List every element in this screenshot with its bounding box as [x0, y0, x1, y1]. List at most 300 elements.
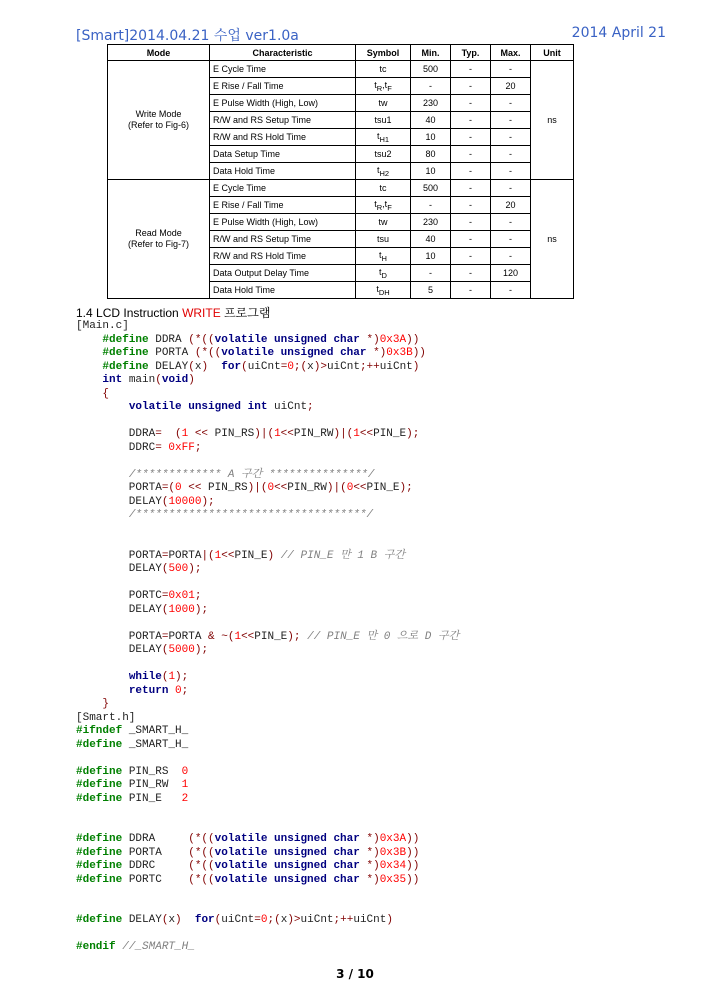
code-line [76, 644, 459, 658]
code-token: (*(( [194, 347, 222, 359]
code-token: #define [102, 347, 149, 359]
code-token: *) [359, 333, 380, 346]
code-token [76, 401, 129, 413]
code-token: 0x3A [379, 333, 407, 346]
code-token: )|( [247, 482, 268, 494]
code-token: 0x35 [379, 873, 407, 886]
code-line [76, 766, 459, 780]
code-line [76, 523, 459, 537]
characteristic-cell: E Rise / Fall Time [210, 197, 356, 214]
min-cell: - [411, 197, 451, 214]
code-token: PIN_RW [122, 779, 182, 791]
code-line [76, 739, 459, 753]
code-token: DELAY [76, 563, 162, 575]
code-token: ) [267, 549, 281, 562]
code-token: volatile unsigned int [128, 401, 268, 413]
code-line [76, 347, 459, 361]
code-token: )) [406, 333, 420, 346]
symbol-cell: $t_D$ [356, 265, 411, 282]
code-token: 500 [168, 563, 189, 575]
code-token: #define [76, 779, 123, 791]
code-token: _SMART_H_ [122, 738, 189, 751]
code-token: #define [76, 765, 123, 778]
code-token: PORTA [76, 630, 162, 643]
code-token: = [161, 630, 169, 643]
min-cell: 230 [411, 214, 451, 231]
code-line [76, 590, 459, 604]
code-token: 0x01 [168, 590, 195, 602]
code-token: PORTA [76, 482, 162, 494]
code-token: volatile unsigned char [214, 846, 360, 859]
min-cell: 500 [411, 61, 451, 78]
code-line [76, 671, 459, 685]
code-token: PORTA [148, 347, 195, 359]
mode-cell: Read Mode (Refer to Fig-7) [108, 180, 210, 299]
code-token: ( [241, 360, 248, 373]
characteristic-cell: E Pulse Width (High, Low) [210, 95, 356, 112]
code-line [76, 455, 459, 469]
table-header-row [108, 45, 574, 61]
code-token: DELAY [76, 495, 162, 508]
code-token: 0x3B [386, 347, 413, 359]
code-token: ( [161, 914, 169, 926]
typ-cell: - [451, 95, 491, 112]
code-token: DELAY [76, 644, 162, 656]
code-line [76, 428, 459, 442]
col-header: Max. [491, 45, 531, 61]
code-token: )) [406, 846, 420, 859]
section-title-highlight: WRITE [182, 306, 221, 320]
section-title-prefix: 1.4 LCD Instruction [76, 306, 183, 320]
typ-cell: - [451, 61, 491, 78]
characteristic-cell: E Rise / Fall Time [210, 78, 356, 95]
code-token: volatile unsigned char [214, 873, 360, 886]
code-token: 0x3A [379, 833, 407, 845]
code-line [76, 820, 459, 834]
characteristic-cell: Data Output Delay Time [210, 265, 356, 282]
code-token: = [161, 590, 169, 602]
code-token: *) [366, 347, 387, 359]
code-token: PORTA [122, 846, 189, 859]
code-token: = [280, 360, 288, 373]
code-line [76, 752, 459, 766]
code-line [76, 496, 459, 510]
page-number: 3 / 10 [336, 967, 374, 981]
code-token: [Smart.h] [76, 711, 136, 724]
code-token: PIN_E [373, 428, 407, 440]
characteristic-cell: R/W and RS Hold Time [210, 248, 356, 265]
col-header: Symbol [356, 45, 411, 61]
code-token: uiCnt [267, 401, 308, 413]
code-token: uiCnt [300, 914, 334, 926]
symbol-cell: tsu2 [356, 146, 411, 163]
code-line [76, 698, 459, 712]
code-token: << [241, 630, 255, 643]
code-token: ); [188, 563, 202, 575]
code-token: ; [194, 441, 202, 454]
code-token: 1000 [168, 603, 195, 616]
code-token: )) [406, 873, 420, 886]
typ-cell: - [451, 146, 491, 163]
col-header: Typ. [451, 45, 491, 61]
code-token: ( [161, 671, 169, 683]
code-token: PORTA [168, 630, 209, 643]
code-token: PIN_RS [208, 482, 248, 494]
code-token: 0 [287, 360, 294, 373]
code-token: << [181, 482, 209, 494]
max-cell: 20 [491, 197, 531, 214]
max-cell: 20 [491, 78, 531, 95]
code-token: *) [359, 860, 380, 872]
code-line [76, 833, 459, 847]
code-token: DELAY [122, 914, 162, 926]
code-token: (*(( [188, 333, 215, 346]
max-cell: - [491, 248, 531, 265]
max-cell: - [491, 129, 531, 146]
characteristic-cell: Data Hold Time [210, 282, 356, 299]
code-token: 0 [181, 765, 189, 778]
min-cell: 500 [411, 180, 451, 197]
code-line [76, 901, 459, 915]
characteristic-cell: Data Hold Time [210, 163, 356, 180]
code-token: ( [155, 374, 162, 386]
code-token: PORTC [76, 590, 162, 602]
code-token: )|( [254, 428, 275, 440]
code-token: /***********************************/ [128, 509, 374, 521]
code-token: ( [214, 914, 222, 926]
code-token: volatile unsigned char [214, 333, 360, 346]
code-token: ;( [293, 360, 308, 373]
code-line [76, 334, 459, 348]
code-token: *) [359, 833, 380, 845]
code-token: x [307, 360, 314, 373]
col-header: Unit [531, 45, 574, 61]
code-token: PIN_RW [293, 428, 334, 440]
code-token: 1 [168, 671, 176, 683]
code-token: ( [161, 495, 169, 508]
max-cell: - [491, 146, 531, 163]
code-token: 1 [181, 428, 189, 440]
code-line [76, 482, 459, 496]
typ-cell: - [451, 265, 491, 282]
code-line [76, 914, 459, 928]
code-token: ( [161, 563, 169, 575]
code-token: << [359, 428, 374, 440]
code-token: ); [406, 428, 420, 440]
code-token: DDRA [76, 428, 156, 440]
symbol-cell: $t_R,t_F$ [356, 78, 411, 95]
typ-cell: - [451, 129, 491, 146]
code-token: ; [307, 401, 314, 413]
code-token: = ( [155, 428, 182, 440]
code-token: 0 [267, 482, 275, 494]
code-token: // PIN_E 만 0 으로 D 구간 [307, 630, 460, 643]
unit-cell: ns [531, 180, 574, 299]
code-token: ) [412, 360, 420, 373]
symbol-cell: tc [356, 61, 411, 78]
code-token: #define [76, 846, 123, 859]
code-token: volatile unsigned char [221, 347, 367, 359]
code-token: )) [406, 860, 420, 872]
code-token: uiCnt [326, 360, 360, 373]
code-token: //_SMART_H_ [122, 941, 195, 953]
code-line [76, 374, 459, 388]
code-line [76, 779, 459, 793]
code-token [76, 347, 102, 359]
code-token: 1 [274, 428, 281, 440]
typ-cell: - [451, 112, 491, 129]
code-token: PIN_E [234, 549, 268, 562]
max-cell: - [491, 61, 531, 78]
typ-cell: - [451, 163, 491, 180]
code-token: << [221, 549, 235, 562]
max-cell: - [491, 112, 531, 129]
header-date: 2014 April 21 [571, 25, 666, 41]
min-cell: 10 [411, 248, 451, 265]
code-token: #endif [76, 941, 116, 953]
code-token: 2 [181, 792, 189, 805]
code-line [76, 712, 459, 726]
code-line [76, 563, 459, 577]
typ-cell: - [451, 197, 491, 214]
code-token [208, 361, 221, 373]
code-token: #define [76, 860, 123, 872]
code-token: volatile unsigned char [214, 833, 360, 845]
code-token: ); [194, 603, 209, 616]
max-cell: - [491, 163, 531, 180]
code-token [76, 374, 102, 386]
code-token: 0xFF [168, 441, 195, 454]
code-token: int [102, 374, 123, 386]
code-line [76, 631, 459, 645]
code-token: & ~( [208, 630, 235, 643]
code-token: ) [386, 914, 393, 926]
code-line [76, 887, 459, 901]
code-line [76, 658, 459, 672]
max-cell: - [491, 95, 531, 112]
code-token: #define [76, 833, 123, 845]
min-cell: - [411, 78, 451, 95]
characteristic-cell: R/W and RS Setup Time [210, 112, 356, 129]
code-line [76, 928, 459, 942]
min-cell: 40 [411, 112, 451, 129]
code-token: PIN_E [254, 630, 288, 643]
code-token: x [194, 360, 202, 373]
code-token: 1 [353, 428, 360, 440]
code-token: 1 [214, 549, 222, 562]
code-token: *) [359, 846, 380, 859]
code-token: ) [201, 360, 209, 373]
max-cell: - [491, 180, 531, 197]
symbol-cell: tw [356, 214, 411, 231]
code-token: ;++ [359, 360, 380, 373]
code-line [76, 941, 459, 955]
code-token: )|( [326, 482, 347, 494]
code-token: 1 [234, 630, 242, 643]
code-token: *) [359, 873, 380, 886]
code-token: DDRA [122, 833, 189, 845]
code-token: #define [76, 738, 123, 751]
code-token: PIN_RW [287, 482, 327, 494]
code-token: ( [161, 644, 169, 656]
code-token: DELAY [76, 603, 162, 616]
code-token [76, 685, 129, 697]
min-cell: 10 [411, 163, 451, 180]
code-token: PORTC [122, 873, 189, 886]
code-token: (*(( [188, 846, 215, 859]
code-token: DDRC [76, 441, 156, 454]
characteristic-cell: E Cycle Time [210, 61, 356, 78]
code-token: )> [287, 914, 301, 926]
timing-table [107, 44, 574, 299]
code-token: )|( [333, 428, 354, 440]
code-token: uiCnt [221, 914, 255, 926]
code-token: PIN_E [122, 792, 182, 805]
code-token: return [128, 684, 169, 697]
min-cell: - [411, 265, 451, 282]
code-token: ); [175, 671, 189, 683]
code-token: [Main.c] [76, 320, 129, 332]
code-line [76, 509, 459, 523]
code-token: PIN_RS [214, 428, 255, 440]
typ-cell: - [451, 231, 491, 248]
code-token [76, 361, 102, 373]
characteristic-cell: R/W and RS Setup Time [210, 231, 356, 248]
code-token: /************* A 구간 ***************/ [128, 468, 375, 481]
symbol-cell: $t_R,t_F$ [356, 197, 411, 214]
max-cell: - [491, 282, 531, 299]
code-token: << [188, 428, 215, 440]
code-token: { [102, 387, 110, 400]
code-token: (*(( [188, 860, 215, 872]
code-token [76, 698, 102, 710]
typ-cell: - [451, 282, 491, 299]
code-line [76, 388, 459, 402]
code-token: 0 [175, 684, 182, 697]
table-row [108, 180, 574, 197]
min-cell: 10 [411, 129, 451, 146]
code-line [76, 550, 459, 564]
symbol-cell: $t_{H1}$ [356, 129, 411, 146]
code-line [76, 415, 459, 429]
code-line [76, 874, 459, 888]
table-row [108, 61, 574, 78]
symbol-cell: tsu [356, 231, 411, 248]
code-line [76, 604, 459, 618]
code-token: << [353, 482, 367, 494]
min-cell: 80 [411, 146, 451, 163]
code-token: DELAY [148, 360, 189, 373]
code-line [76, 806, 459, 820]
code-token: ;( [267, 914, 281, 926]
max-cell: - [491, 231, 531, 248]
code-token: _SMART_H_ [122, 725, 189, 737]
code-token: = [254, 914, 261, 926]
code-token: ;++ [333, 914, 354, 926]
code-token: (*(( [188, 833, 215, 845]
col-header: Characteristic [210, 45, 356, 61]
code-token: DDRC [122, 860, 189, 872]
code-token: 0x3B [379, 846, 407, 859]
code-token: #define [76, 873, 123, 886]
code-token: DDRA [148, 333, 189, 346]
code-token: = [155, 441, 169, 454]
code-token: ); [399, 482, 413, 494]
code-token: ( [161, 603, 169, 616]
code-line [76, 793, 459, 807]
symbol-cell: tw [356, 95, 411, 112]
code-line [76, 361, 459, 375]
code-token [76, 509, 129, 521]
code-token: 1 [181, 779, 189, 791]
code-token [76, 334, 102, 346]
code-line [76, 725, 459, 739]
code-token: PIN_E [366, 482, 400, 494]
code-line [76, 577, 459, 591]
min-cell: 40 [411, 231, 451, 248]
code-token: 0 [175, 482, 182, 494]
code-token: << [274, 482, 288, 494]
code-token: )) [406, 833, 420, 845]
code-line [76, 685, 459, 699]
code-token: 0 [260, 914, 268, 926]
code-token: )) [412, 347, 426, 359]
min-cell: 230 [411, 95, 451, 112]
symbol-cell: $t_{DH}$ [356, 282, 411, 299]
code-token: while [128, 671, 162, 683]
unit-cell: ns [531, 61, 574, 180]
code-token: #define [76, 914, 123, 926]
code-token: 0x34 [379, 860, 407, 872]
code-token: 10000 [168, 495, 202, 508]
code-token: ; [181, 684, 189, 697]
code-token: |( [201, 549, 215, 562]
code-token [76, 388, 102, 400]
code-token: PORTA [76, 549, 162, 562]
header-title: [Smart]2014.04.21 수업 ver1.0a [76, 28, 299, 44]
code-token: ; [194, 590, 202, 602]
code-line [76, 617, 459, 631]
symbol-cell: $t_H$ [356, 248, 411, 265]
section-title-suffix: 프로그램 [220, 306, 271, 320]
section-title [76, 304, 270, 321]
symbol-cell: tc [356, 180, 411, 197]
code-token: uiCnt [353, 914, 387, 926]
code-token: // PIN_E 만 1 B 구간 [280, 549, 405, 562]
code-token: #define [102, 333, 149, 346]
symbol-cell: tsu1 [356, 112, 411, 129]
code-line [76, 847, 459, 861]
characteristic-cell: E Pulse Width (High, Low) [210, 214, 356, 231]
code-token: for [221, 360, 242, 373]
typ-cell: - [451, 214, 491, 231]
characteristic-cell: R/W and RS Hold Time [210, 129, 356, 146]
code-token: )> [313, 360, 327, 373]
code-token: ) [188, 374, 195, 386]
characteristic-cell: Data Setup Time [210, 146, 356, 163]
code-line [76, 860, 459, 874]
max-cell: - [491, 214, 531, 231]
typ-cell: - [451, 180, 491, 197]
typ-cell: - [451, 248, 491, 265]
code-token: ) [175, 914, 195, 926]
code-token: PORTA [168, 549, 202, 562]
code-token: #define [102, 360, 149, 373]
code-token: << [280, 428, 294, 440]
col-header: Mode [108, 45, 210, 61]
code-line [76, 401, 459, 415]
code-block [76, 320, 459, 955]
